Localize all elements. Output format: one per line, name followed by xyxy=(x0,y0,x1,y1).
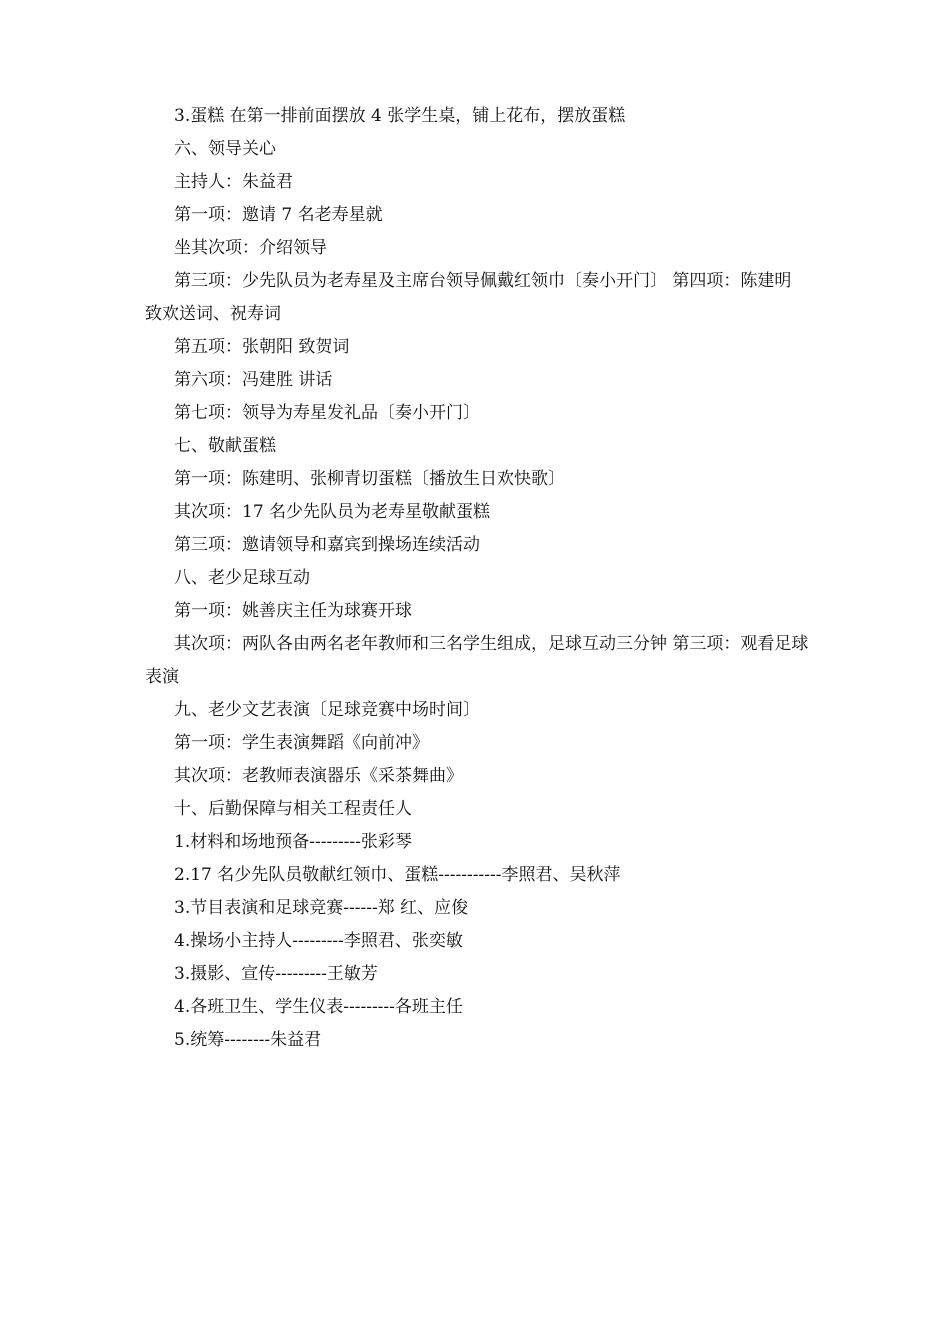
document-body xyxy=(145,100,810,1057)
text-line: 4.操场小主持人---------李照君、张奕敏 xyxy=(174,931,463,951)
text-line: 其次项：17 名少先队员为老寿星敬献蛋糕 xyxy=(174,502,491,522)
text-line: 3.摄影、宣传---------王敏芳 xyxy=(174,964,378,984)
text-paragraph: 第三项：少先队员为老寿星及主席台领导佩戴红领巾〔奏小开门〕 第四项：陈建明 致欢送词、祝寿词 xyxy=(145,271,792,324)
text-line: 主持人：朱益君 xyxy=(174,172,293,192)
text-line: 坐其次项：介绍领导 xyxy=(174,238,327,258)
text-line: 1.材料和场地预备---------张彩琴 xyxy=(174,832,412,852)
text-line: 第一项：邀请 7 名老寿星就 xyxy=(174,205,383,225)
text-paragraph: 其次项：两队各由两名老年教师和三名学生组成，足球互动三分钟 第三项：观看足球表演 xyxy=(145,634,809,687)
section-heading: 九、老少文艺表演〔足球竞赛中场时间〕 xyxy=(174,700,480,720)
text-line: 5.统筹--------朱益君 xyxy=(174,1030,322,1050)
text-line: 第七项：领导为寿星发礼品〔奏小开门〕 xyxy=(174,403,480,423)
text-line: 第五项：张朝阳 致贺词 xyxy=(174,337,350,357)
text-line: 4.各班卫生、学生仪表---------各班主任 xyxy=(174,997,463,1017)
section-heading: 七、敬献蛋糕 xyxy=(174,436,276,456)
text-line: 2.17 名少先队员敬献红领巾、蛋糕-----------李照君、吴秋萍 xyxy=(174,865,621,885)
text-line: 其次项：老教师表演器乐《采茶舞曲》 xyxy=(174,766,463,786)
text-line: 第一项：姚善庆主任为球赛开球 xyxy=(174,601,412,621)
text-line: 3.蛋糕 在第一排前面摆放 4 张学生桌，铺上花布，摆放蛋糕 xyxy=(174,106,626,126)
text-line: 第六项：冯建胜 讲话 xyxy=(174,370,333,390)
text-line: 第一项：陈建明、张柳青切蛋糕〔播放生日欢快歌〕 xyxy=(174,469,565,489)
text-line: 3.节目表演和足球竞赛------郑 红、应俊 xyxy=(174,898,469,918)
section-heading: 八、老少足球互动 xyxy=(174,568,310,588)
section-heading: 十、后勤保障与相关工程责任人 xyxy=(174,799,412,819)
text-line: 第一项：学生表演舞蹈《向前冲》 xyxy=(174,733,429,753)
section-heading: 六、领导关心 xyxy=(174,139,276,159)
text-line: 第三项：邀请领导和嘉宾到操场连续活动 xyxy=(174,535,480,555)
